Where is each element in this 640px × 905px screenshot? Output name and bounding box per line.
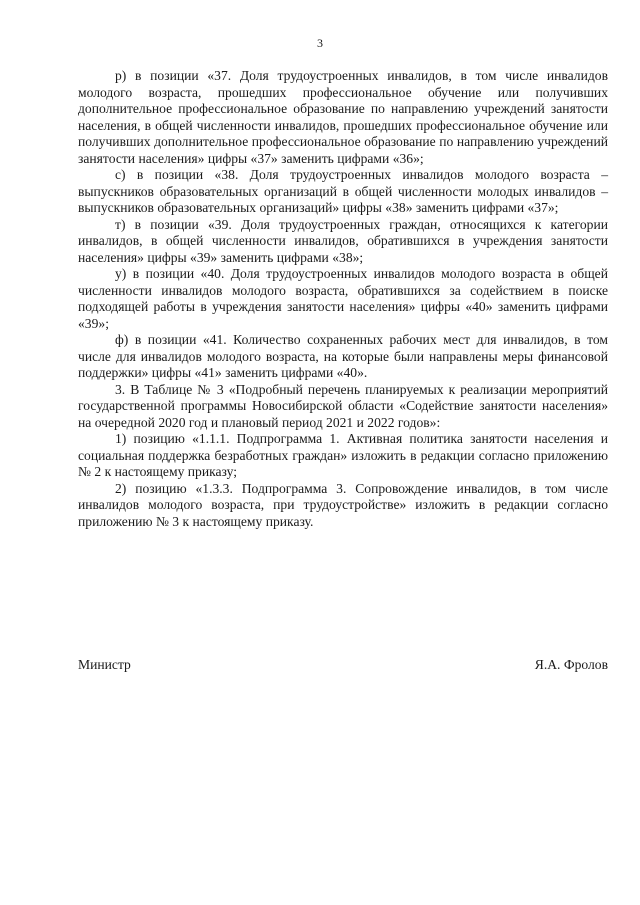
paragraph-section-3: 3. В Таблице № 3 «Подробный перечень планируемых к реализации мероприятий государственной программы Новосибирской области «Содействие занятости населения» на очередной 2020 год и плановый период 2021 и 2022 годов»: [78, 381, 608, 430]
paragraph-item-t: т) в позиции «39. Доля трудоустроенных граждан, относящихся к категории инвалидов, в общей численности инвалидов, обратившихся в учреждения занятости населения» цифры «39» заменить цифрами «38»; [78, 216, 608, 265]
paragraph-item-f: ф) в позиции «41. Количество сохраненных рабочих мест для инвалидов, в том числе для инвалидов молодого возраста, на которые были направлены меры финансовой поддержки» цифры «41» заменить цифрами «40». [78, 332, 608, 380]
paragraph-item-u: у) в позиции «40. Доля трудоустроенных инвалидов молодого возраста в общей численности инвалидов молодого возраста, обратившихся за содействием в поиске подходящей работы в учреждения занятости населения» цифры «40» заменить цифрами «39»; [78, 266, 608, 331]
page-number: 3 [317, 36, 323, 50]
paragraph-subitem-2: 2) позицию «1.3.3. Подпрограмма 3. Сопровождение инвалидов, в том числе инвалидов молодого возраста, при трудоустройстве» изложить в редакции согласно приложению № 3 к настоящему приказу. [78, 480, 608, 529]
paragraph-item-r: р) в позиции «37. Доля трудоустроенных инвалидов, в том числе инвалидов молодого возраста, прошедших профессиональное обучение или получивших дополнительное профессиональное образование по направлению учреждений занятости населения, в общей численности инвалидов, прошедших профессиональное обучение или получивших дополнительное профессиональное образование по направлению учреждений занятости населения» цифры «37» заменить цифрами «36»; [78, 68, 608, 166]
signature-block [78, 656, 608, 673]
paragraph-item-s: с) в позиции «38. Доля трудоустроенных инвалидов молодого возраста – выпускников образовательных организаций в общей численности молодых инвалидов – выпускников образовательных организаций» цифры «38» заменить цифрами «37»; [78, 167, 608, 215]
signer-position: Министр [78, 657, 131, 672]
paragraph-subitem-1: 1) позицию «1.1.1. Подпрограмма 1. Активная политика занятости населения и социальная поддержка безработных граждан» изложить в редакции согласно приложению № 2 к настоящему приказу; [78, 431, 608, 479]
document-body [78, 68, 608, 530]
signer-name: Я.А. Фролов [534, 657, 608, 672]
